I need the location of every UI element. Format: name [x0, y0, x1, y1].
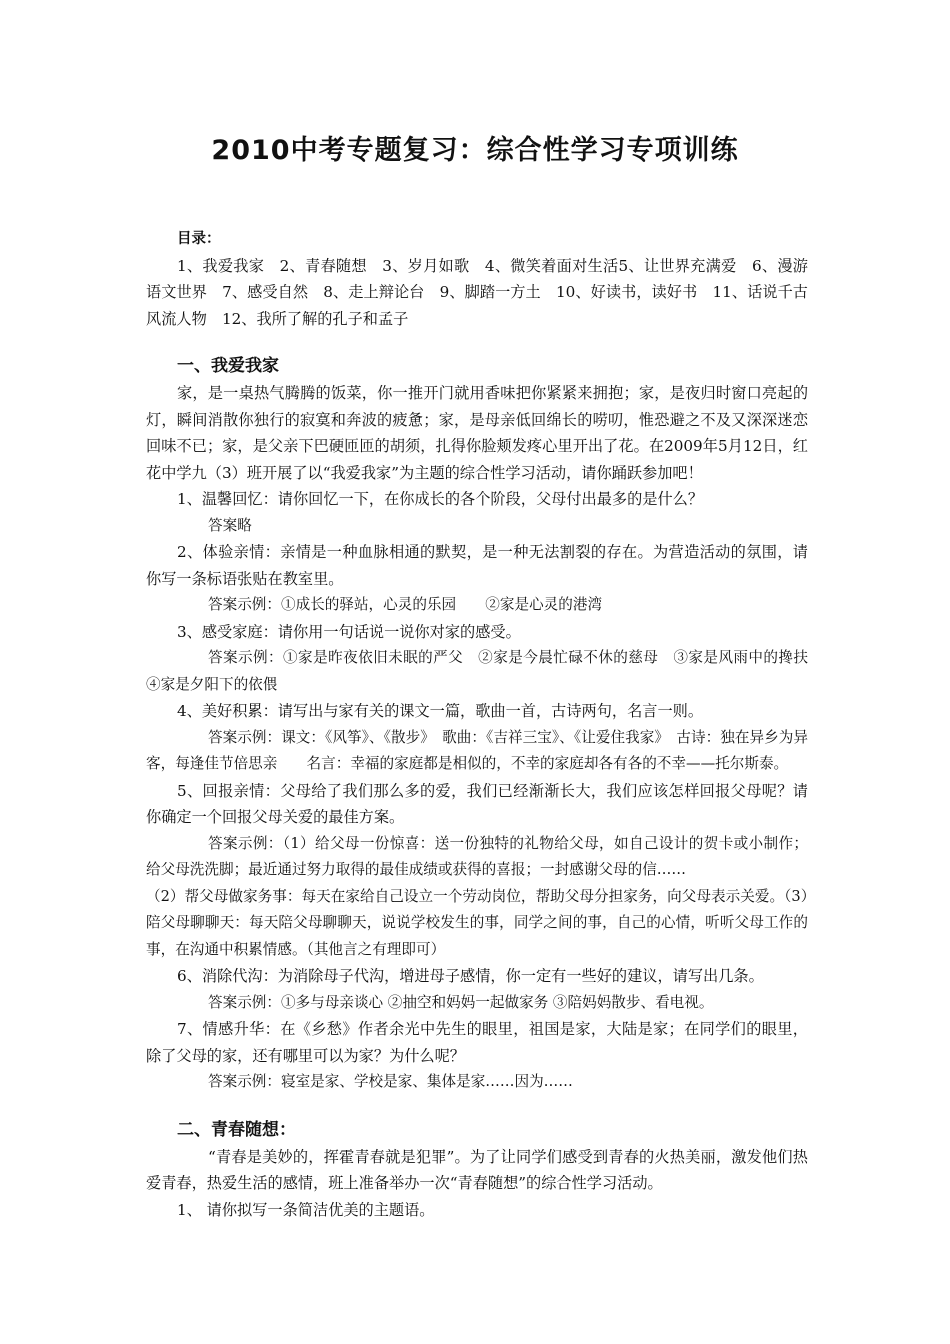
question: 3、感受家庭：请你用一句话说一说你对家的感受。: [177, 622, 521, 641]
section-intro: 家，是一桌热气腾腾的饭菜，你一推开门就用香味把你紧紧来拥抱；家，是夜归时窗口亮起的灯，瞬间消散你独行的寂寞和奔波的疲惫；家，是母亲低回绵长的唠叨，惟恐避之不及又深深迷恋回味不已；家，是父亲下巴硬匝匝的胡须，扎得你脸颊发疼心里开出了花。在2009年5月12日，红花中学九（3）班开展了以“我爱我家”为主题的综合性学习活动，请你踊跃参加吧！: [146, 384, 808, 482]
section-intro: “青春是美妙的，挥霍青春就是犯罪”。为了让同学们感受到青春的火热美丽，激发他们热爱青春，热爱生活的感情，班上准备举办一次“青春随想”的综合性学习活动。: [146, 1147, 808, 1192]
answer: 答案示例：①多与母亲谈心 ②抽空和妈妈一起做家务 ③陪妈妈散步、看电视。: [208, 993, 714, 1011]
answer: 答案示例：①成长的驿站，心灵的乐园 ②家是心灵的港湾: [208, 596, 603, 613]
answer: 答案示例：①家是昨夜依旧未眠的严父 ②家是今晨忙碌不休的慈母 ③家是风雨中的搀扶 ④家是夕阳下的依偎: [146, 649, 823, 693]
answer: 答案示例：课文：《风筝》、《散步》 歌曲：《吉祥三宝》、《让爱住我家》 古诗：独在异乡为异客，每逢佳节倍思亲 名言：幸福的家庭都是相似的，不幸的家庭却各有各的不幸——托尔斯泰。: [146, 728, 808, 772]
document-body: [146, 226, 823, 1223]
question: 1、温馨回忆：请你回忆一下，在你成长的各个阶段，父母付出最多的是什么？: [177, 490, 704, 508]
answer: 答案略: [208, 516, 252, 534]
answer: 答案示例：（1）给父母一份惊喜：送一份独特的礼物给父母，如自己设计的贺卡或小制作；给父母洗洗脚；最近通过努力取得的最佳成绩或获得的喜报；一封感谢父母的信……: [146, 834, 808, 878]
question: 2、体验亲情：亲情是一种血脉相通的默契，是一种无法割裂的存在。为营造活动的氛围，请你写一条标语张贴在教室里。: [146, 543, 808, 588]
answer-continued: （2）帮父母做家务事：每天在家给自己设立一个劳动岗位，帮助父母分担家务，向父母表示关爱。（3）陪父母聊聊天：每天陪父母聊聊天，说说学校发生的事，同学之间的事，自己的心情，听听父母工作的事，在沟通中积累情感。（其他言之有理即可）: [146, 887, 808, 958]
question: 6、消除代沟：为消除母子代沟，增进母子感情，你一定有一些好的建议，请写出几条。: [177, 967, 764, 985]
answer: 答案示例：寝室是家、学校是家、集体是家……因为……: [208, 1073, 573, 1090]
question: 7、情感升华：在《乡愁》作者余光中先生的眼里，祖国是家，大陆是家；在同学们的眼里，除了父母的家，还有哪里可以为家？为什么呢？: [146, 1020, 808, 1065]
document-title: 2010中考专题复习：综合性学习专项训练: [211, 135, 739, 166]
toc-heading: 目录：: [177, 231, 221, 247]
question: 1、 请你拟写一条简洁优美的主题语。: [177, 1200, 435, 1219]
section-heading: 一、我爱我家: [177, 356, 279, 376]
question: 5、回报亲情：父母给了我们那么多的爱，我们已经渐渐长大，我们应该怎样回报父母呢？请你确定一个回报父母关爱的最佳方案。: [146, 781, 808, 826]
question: 4、美好积累：请写出与家有关的课文一篇，歌曲一首，古诗两句，名言一则。: [177, 702, 704, 720]
toc-text: 1、我爱我家 2、青春随想 3、岁月如歌 4、微笑着面对生活5、让世界充满爱 6、漫游语文世界 7、感受自然 8、走上辩论台 9、脚踏一方土 10、好读书，读好书 11、话说千古风流人物 12、我所了解的孔子和孟子: [146, 256, 808, 328]
section-heading: 二、青春随想：: [177, 1119, 296, 1140]
